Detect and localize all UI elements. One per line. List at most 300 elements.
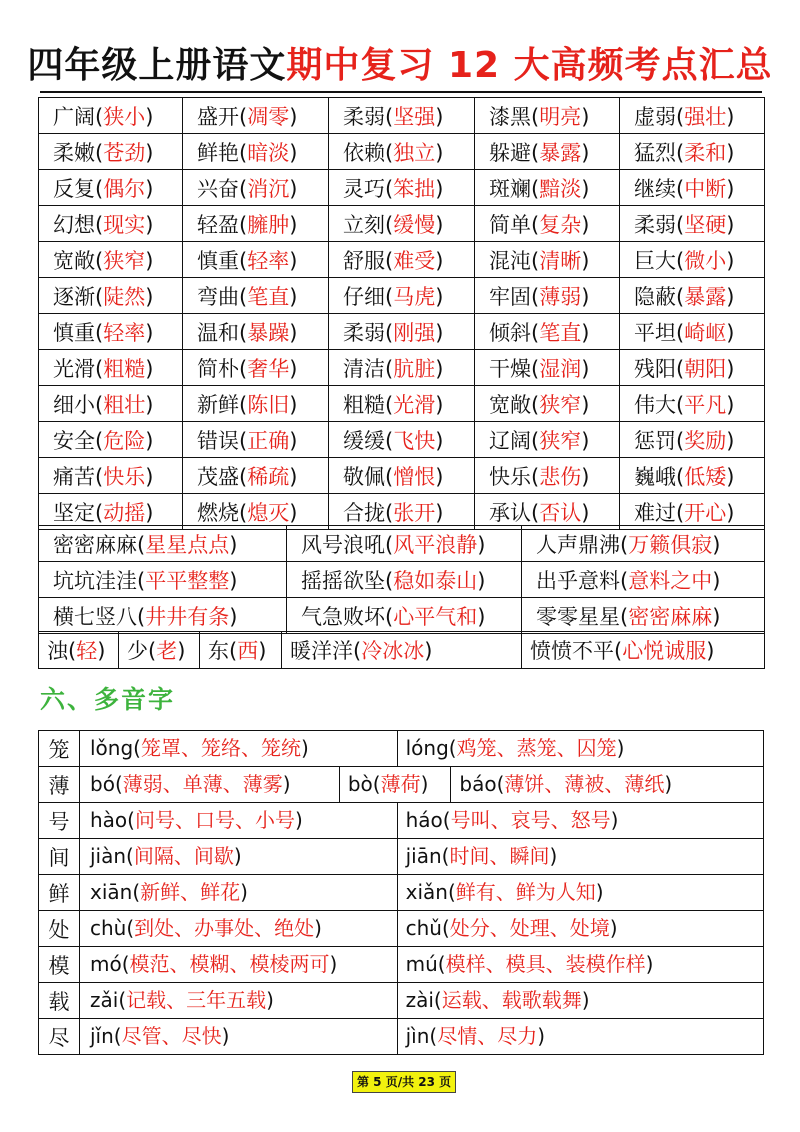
readings-strip xyxy=(80,839,763,874)
word: 柔嫩 xyxy=(53,140,95,165)
polyphone-char: 薄 xyxy=(39,767,80,803)
polyphone-readings xyxy=(80,839,764,875)
polyphone-row xyxy=(39,983,764,1019)
antonym-pair: 轻盈(臃肿) xyxy=(183,206,329,242)
antonym-row xyxy=(39,98,765,134)
polyphone-readings xyxy=(80,803,764,839)
word: 慎重 xyxy=(53,320,95,345)
example-words: 运载、载歌载舞 xyxy=(441,988,582,1012)
polyphone-row xyxy=(39,1019,764,1055)
antonym: 奢华 xyxy=(247,356,290,381)
antonym: 刚强 xyxy=(393,320,436,345)
polyphone-readings xyxy=(80,731,764,767)
reading-cell: xiān(新鲜、鲜花) xyxy=(90,880,248,904)
word: 巍峨 xyxy=(634,464,676,489)
antonym: 难受 xyxy=(393,248,436,273)
antonym: 消沉 xyxy=(247,176,290,201)
antonym-pair: 盛开(凋零) xyxy=(183,98,329,134)
word: 巨大 xyxy=(634,248,676,273)
antonym: 肮脏 xyxy=(393,356,436,381)
antonym-row xyxy=(39,278,765,314)
title-underline xyxy=(40,91,762,93)
antonym-pair: 残阳(朝阳) xyxy=(620,350,765,386)
pinyin: zài xyxy=(405,988,434,1012)
title-black: 四年级上册语文 xyxy=(27,45,287,86)
title-red: 期中复习 12 大高频考点汇总 xyxy=(286,45,773,86)
example-words: 薄饼、薄被、薄纸 xyxy=(504,772,665,796)
polyphone-char: 模 xyxy=(39,947,80,983)
word: 辽阔 xyxy=(489,428,531,453)
antonym-pair: 宽敞(狭窄) xyxy=(39,242,183,278)
pinyin: lóng xyxy=(405,736,449,760)
example-words: 时间、瞬间 xyxy=(449,844,550,868)
example-words: 尽情、尽力 xyxy=(437,1024,538,1048)
pinyin: zǎi xyxy=(90,988,119,1012)
antonym-pair: 虚弱(强壮) xyxy=(620,98,765,134)
antonym: 平平整整 xyxy=(145,568,230,593)
word: 慎重 xyxy=(197,248,239,273)
word: 仔细 xyxy=(343,284,385,309)
antonym: 意料之中 xyxy=(628,568,713,593)
antonym: 心悦诚服 xyxy=(622,639,707,663)
antonym: 憎恨 xyxy=(393,464,436,489)
antonym: 星星点点 xyxy=(145,532,230,557)
polyphone-char: 笼 xyxy=(39,731,80,767)
word: 逐渐 xyxy=(53,284,95,309)
antonym-pair: 合拢(张开) xyxy=(329,494,475,530)
word-pair: 暖洋洋(冷冰冰) xyxy=(282,632,522,669)
word: 伟大 xyxy=(634,392,676,417)
word: 残阳 xyxy=(634,356,676,381)
word: 暖洋洋 xyxy=(290,639,353,663)
pinyin: jìn xyxy=(405,1024,430,1048)
word: 兴奋 xyxy=(197,176,239,201)
word: 依赖 xyxy=(343,140,385,165)
polyphone-char: 间 xyxy=(39,839,80,875)
word: 光滑 xyxy=(53,356,95,381)
antonym-pair: 干燥(湿润) xyxy=(475,350,620,386)
antonym: 复杂 xyxy=(539,212,582,237)
readings-strip xyxy=(80,983,763,1018)
antonym: 轻率 xyxy=(103,320,146,345)
antonym: 开心 xyxy=(684,500,727,525)
example-words: 薄弱、单薄、薄雾 xyxy=(122,772,283,796)
char-pair: 东(西) xyxy=(200,632,282,669)
example-words: 记载、三年五载 xyxy=(126,988,267,1012)
polyphone-readings xyxy=(80,1019,764,1055)
antonym: 陡然 xyxy=(103,284,146,309)
antonym-pair: 舒服(难受) xyxy=(329,242,475,278)
antonym-pair: 鲜艳(暗淡) xyxy=(183,134,329,170)
antonym-pair: 痛苦(快乐) xyxy=(39,458,183,494)
word: 轻盈 xyxy=(197,212,239,237)
word: 东 xyxy=(208,639,229,663)
idiom-pair: 出乎意料(意料之中) xyxy=(522,562,765,598)
word: 缓缓 xyxy=(343,428,385,453)
word: 立刻 xyxy=(343,212,385,237)
pinyin: bò xyxy=(347,772,373,796)
reading-cell: báo(薄饼、薄被、薄纸) xyxy=(450,767,763,802)
pinyin: bó xyxy=(90,772,115,796)
word: 宽敞 xyxy=(53,248,95,273)
polyphone-char: 处 xyxy=(39,911,80,947)
antonym: 快乐 xyxy=(103,464,146,489)
antonym-pair: 幻想(现实) xyxy=(39,206,183,242)
reading-cell: jiān(时间、瞬间) xyxy=(397,839,763,874)
antonym-pair: 宽敞(狭窄) xyxy=(475,386,620,422)
readings-strip xyxy=(80,731,763,766)
antonym-pair: 坚定(动摇) xyxy=(39,494,183,530)
antonym: 朝阳 xyxy=(684,356,727,381)
antonym-pair: 简朴(奢华) xyxy=(183,350,329,386)
pinyin: lǒng xyxy=(90,736,134,760)
antonym: 强壮 xyxy=(684,104,727,129)
word: 摇摇欲坠 xyxy=(301,568,385,593)
word: 灵巧 xyxy=(343,176,385,201)
antonym-pair: 牢固(薄弱) xyxy=(475,278,620,314)
antonym: 坚硬 xyxy=(684,212,727,237)
page-title xyxy=(0,40,800,92)
pinyin: jiàn xyxy=(90,844,127,868)
reading-cell: hào(问号、口号、小号) xyxy=(90,808,303,832)
word: 安全 xyxy=(53,428,95,453)
reading-cell: bó(薄弱、单薄、薄雾) xyxy=(90,772,291,796)
antonym: 风平浪静 xyxy=(393,532,478,557)
polyphone-row xyxy=(39,947,764,983)
reading-cell: lóng(鸡笼、蒸笼、囚笼) xyxy=(397,731,763,766)
reading-cell: jǐn(尽管、尽快) xyxy=(90,1024,230,1048)
word: 合拢 xyxy=(343,500,385,525)
antonym-pair: 漆黑(明亮) xyxy=(475,98,620,134)
word: 痛苦 xyxy=(53,464,95,489)
readings-strip xyxy=(80,767,763,802)
word: 混沌 xyxy=(489,248,531,273)
word: 错误 xyxy=(197,428,239,453)
antonym: 微小 xyxy=(684,248,727,273)
word: 惩罚 xyxy=(634,428,676,453)
antonym: 独立 xyxy=(393,140,436,165)
antonym: 密密麻麻 xyxy=(628,604,713,629)
word: 盛开 xyxy=(197,104,239,129)
antonym: 马虎 xyxy=(393,284,436,309)
polyphone-readings xyxy=(80,911,764,947)
antonym-pair: 温和(暴躁) xyxy=(183,314,329,350)
example-words: 问号、口号、小号 xyxy=(134,808,295,832)
idiom-pair: 人声鼎沸(万籁俱寂) xyxy=(522,526,765,562)
word: 密密麻麻 xyxy=(53,532,137,557)
antonym-pair: 立刻(缓慢) xyxy=(329,206,475,242)
antonym: 粗糙 xyxy=(103,356,146,381)
page-footer: 第 5 页/共 23 页 xyxy=(352,1071,456,1093)
pinyin: hào xyxy=(90,808,128,832)
word: 清洁 xyxy=(343,356,385,381)
mixed-row xyxy=(39,632,765,669)
polyphone-readings xyxy=(80,983,764,1019)
antonym: 崎岖 xyxy=(684,320,727,345)
polyphone-readings xyxy=(80,767,764,803)
antonym-pair: 新鲜(陈旧) xyxy=(183,386,329,422)
word: 燃烧 xyxy=(197,500,239,525)
word: 气急败坏 xyxy=(301,604,385,629)
polyphone-row xyxy=(39,875,764,911)
polyphone-row xyxy=(39,803,764,839)
antonym-pair: 巍峨(低矮) xyxy=(620,458,765,494)
antonym-pair: 承认(否认) xyxy=(475,494,620,530)
antonym-pair: 平坦(崎岖) xyxy=(620,314,765,350)
readings-strip xyxy=(80,911,763,946)
reading-cell: lǒng(笼罩、笼络、笼统) xyxy=(90,736,309,760)
word: 牢固 xyxy=(489,284,531,309)
antonym: 熄灭 xyxy=(247,500,290,525)
example-words: 模样、模具、装模作样 xyxy=(445,952,646,976)
antonym: 悲伤 xyxy=(539,464,582,489)
reading-cell: zài(运载、载歌载舞) xyxy=(397,983,763,1018)
antonym-pair: 燃烧(熄灭) xyxy=(183,494,329,530)
antonym-pair: 粗糙(光滑) xyxy=(329,386,475,422)
antonym: 狭小 xyxy=(103,104,146,129)
pinyin: báo xyxy=(459,772,497,796)
example-words: 鲜有、鲜为人知 xyxy=(455,880,596,904)
antonym: 否认 xyxy=(539,500,582,525)
reading-cell: chù(到处、办事处、绝处) xyxy=(90,916,322,940)
antonym: 暴露 xyxy=(539,140,582,165)
readings-strip xyxy=(80,947,763,982)
example-words: 鸡笼、蒸笼、囚笼 xyxy=(456,736,617,760)
antonym-pair: 伟大(平凡) xyxy=(620,386,765,422)
antonym: 苍劲 xyxy=(103,140,146,165)
antonym-row xyxy=(39,170,765,206)
word: 细小 xyxy=(53,392,95,417)
example-words: 间隔、间歇 xyxy=(133,844,234,868)
reading-cell: bò(薄荷) xyxy=(339,767,451,802)
antonym-pair: 兴奋(消沉) xyxy=(183,170,329,206)
word: 虚弱 xyxy=(634,104,676,129)
antonym: 坚强 xyxy=(393,104,436,129)
antonym: 暗淡 xyxy=(247,140,290,165)
reading-cell: mó(模范、模糊、模棱两可) xyxy=(90,952,338,976)
antonym-pair: 逐渐(陡然) xyxy=(39,278,183,314)
antonym-pair: 斑斓(黯淡) xyxy=(475,170,620,206)
antonym: 西 xyxy=(237,639,259,663)
idiom-row xyxy=(39,598,765,634)
antonym: 缓慢 xyxy=(393,212,436,237)
antonym-pair: 弯曲(笔直) xyxy=(183,278,329,314)
antonym: 薄弱 xyxy=(539,284,582,309)
polyphone-row xyxy=(39,911,764,947)
antonym-row xyxy=(39,206,765,242)
antonym: 黯淡 xyxy=(539,176,582,201)
word: 敬佩 xyxy=(343,464,385,489)
reading-cell: chǔ(处分、处理、处境) xyxy=(397,911,763,946)
antonym: 现实 xyxy=(103,212,146,237)
word: 柔弱 xyxy=(343,320,385,345)
antonym: 正确 xyxy=(247,428,290,453)
mixed-antonym-row xyxy=(38,631,765,669)
idiom-pair: 坑坑洼洼(平平整整) xyxy=(39,562,287,598)
pinyin: jǐn xyxy=(90,1024,114,1048)
antonym: 平凡 xyxy=(684,392,727,417)
idiom-pair: 横七竖八(井井有条) xyxy=(39,598,287,634)
pinyin: mó xyxy=(90,952,122,976)
reading-cell: mú(模样、模具、装模作样) xyxy=(397,947,763,982)
antonym: 笨拙 xyxy=(393,176,436,201)
antonym-pair: 猛烈(柔和) xyxy=(620,134,765,170)
antonym: 心平气和 xyxy=(393,604,478,629)
word: 坑坑洼洼 xyxy=(53,568,137,593)
antonym-pair: 清洁(肮脏) xyxy=(329,350,475,386)
reading-cell: zǎi(记载、三年五载) xyxy=(90,988,274,1012)
antonym: 低矮 xyxy=(684,464,727,489)
word: 宽敞 xyxy=(489,392,531,417)
word: 承认 xyxy=(489,500,531,525)
antonym-pair: 依赖(独立) xyxy=(329,134,475,170)
idiom-pair: 摇摇欲坠(稳如泰山) xyxy=(287,562,522,598)
antonym-pair: 茂盛(稀疏) xyxy=(183,458,329,494)
word: 愤愤不平 xyxy=(530,639,614,663)
pinyin: xiǎn xyxy=(405,880,448,904)
antonym: 偶尔 xyxy=(103,176,146,201)
antonym-row xyxy=(39,422,765,458)
word: 猛烈 xyxy=(634,140,676,165)
antonym-pair: 慎重(轻率) xyxy=(39,314,183,350)
word: 斑斓 xyxy=(489,176,531,201)
antonym-pair: 难过(开心) xyxy=(620,494,765,530)
word: 横七竖八 xyxy=(53,604,137,629)
antonym-row xyxy=(39,350,765,386)
antonym-pair: 灵巧(笨拙) xyxy=(329,170,475,206)
antonym-row xyxy=(39,386,765,422)
antonym-row xyxy=(39,458,765,494)
antonym-pair: 柔弱(刚强) xyxy=(329,314,475,350)
readings-strip xyxy=(80,1019,763,1054)
antonym-pair: 细小(粗壮) xyxy=(39,386,183,422)
example-words: 到处、办事处、绝处 xyxy=(134,916,315,940)
example-words: 尽管、尽快 xyxy=(121,1024,222,1048)
antonym-pair: 柔嫩(苍劲) xyxy=(39,134,183,170)
antonym: 稳如泰山 xyxy=(393,568,478,593)
polyphone-readings xyxy=(80,947,764,983)
antonym: 危险 xyxy=(103,428,146,453)
word: 粗糙 xyxy=(343,392,385,417)
word: 舒服 xyxy=(343,248,385,273)
idiom-pair: 风号浪吼(风平浪静) xyxy=(287,526,522,562)
word: 柔弱 xyxy=(343,104,385,129)
word: 反复 xyxy=(53,176,95,201)
antonym: 暴躁 xyxy=(247,320,290,345)
antonym: 暴露 xyxy=(684,284,727,309)
antonym-pair: 辽阔(狭窄) xyxy=(475,422,620,458)
word: 隐蔽 xyxy=(634,284,676,309)
antonym: 凋零 xyxy=(247,104,290,129)
antonym: 清晰 xyxy=(539,248,582,273)
antonym-row xyxy=(39,242,765,278)
word: 平坦 xyxy=(634,320,676,345)
antonym-pair: 慎重(轻率) xyxy=(183,242,329,278)
word: 坚定 xyxy=(53,500,95,525)
example-words: 模范、模糊、模棱两可 xyxy=(129,952,330,976)
antonym: 轻率 xyxy=(247,248,290,273)
antonym-row xyxy=(39,314,765,350)
antonym: 万籁俱寂 xyxy=(628,532,713,557)
antonym-pair: 缓缓(飞快) xyxy=(329,422,475,458)
word: 鲜艳 xyxy=(197,140,239,165)
idiom-pair: 气急败坏(心平气和) xyxy=(287,598,522,634)
word: 弯曲 xyxy=(197,284,239,309)
example-words: 处分、处理、处境 xyxy=(449,916,610,940)
word: 漆黑 xyxy=(489,104,531,129)
antonym: 狭窄 xyxy=(103,248,146,273)
antonym-pair: 敬佩(憎恨) xyxy=(329,458,475,494)
antonym-pair: 仔细(马虎) xyxy=(329,278,475,314)
antonym: 中断 xyxy=(684,176,727,201)
polyphone-table xyxy=(38,730,764,1055)
polyphone-char: 尽 xyxy=(39,1019,80,1055)
word: 柔弱 xyxy=(634,212,676,237)
antonym: 笔直 xyxy=(539,320,582,345)
word: 倾斜 xyxy=(489,320,531,345)
polyphone-row xyxy=(39,839,764,875)
pinyin: chǔ xyxy=(405,916,442,940)
polyphone-char: 鲜 xyxy=(39,875,80,911)
pinyin: chù xyxy=(90,916,127,940)
word: 少 xyxy=(127,639,148,663)
antonym: 笔直 xyxy=(247,284,290,309)
polyphone-readings xyxy=(80,875,764,911)
example-words: 号叫、哀号、怒号 xyxy=(450,808,611,832)
pinyin: mú xyxy=(405,952,438,976)
antonym: 明亮 xyxy=(539,104,582,129)
antonym: 冷冰冰 xyxy=(361,639,425,663)
antonym: 稀疏 xyxy=(247,464,290,489)
idiom-antonym-table xyxy=(38,525,765,634)
antonym-pair: 安全(危险) xyxy=(39,422,183,458)
antonym: 陈旧 xyxy=(247,392,290,417)
antonym-pair: 倾斜(笔直) xyxy=(475,314,620,350)
polyphone-row xyxy=(39,731,764,767)
antonym-pair: 混沌(清晰) xyxy=(475,242,620,278)
idiom-pair: 零零星星(密密麻麻) xyxy=(522,598,765,634)
idiom-row xyxy=(39,526,765,562)
antonym-pair: 错误(正确) xyxy=(183,422,329,458)
word: 风号浪吼 xyxy=(301,532,385,557)
antonym-pair: 躲避(暴露) xyxy=(475,134,620,170)
antonym: 臃肿 xyxy=(247,212,290,237)
antonym-pair: 光滑(粗糙) xyxy=(39,350,183,386)
idiom-row xyxy=(39,562,765,598)
antonym-pair: 简单(复杂) xyxy=(475,206,620,242)
pinyin: xiān xyxy=(90,880,133,904)
word: 温和 xyxy=(197,320,239,345)
word: 出乎意料 xyxy=(536,568,620,593)
example-words: 薄荷 xyxy=(380,772,421,796)
antonym-pair: 反复(偶尔) xyxy=(39,170,183,206)
word: 广阔 xyxy=(53,104,95,129)
word: 新鲜 xyxy=(197,392,239,417)
reading-cell: jìn(尽情、尽力) xyxy=(397,1019,763,1054)
readings-strip xyxy=(80,875,763,910)
example-words: 新鲜、鲜花 xyxy=(140,880,241,904)
antonym: 狭窄 xyxy=(539,428,582,453)
antonym: 光滑 xyxy=(393,392,436,417)
antonym-pair: 柔弱(坚硬) xyxy=(620,206,765,242)
antonym-pair: 快乐(悲伤) xyxy=(475,458,620,494)
pinyin: jiān xyxy=(405,844,442,868)
reading-cell: jiàn(间隔、间歇) xyxy=(90,844,242,868)
reading-cell: xiǎn(鲜有、鲜为人知) xyxy=(397,875,763,910)
example-words: 笼罩、笼络、笼统 xyxy=(140,736,301,760)
word: 浊 xyxy=(47,639,68,663)
antonym: 飞快 xyxy=(393,428,436,453)
